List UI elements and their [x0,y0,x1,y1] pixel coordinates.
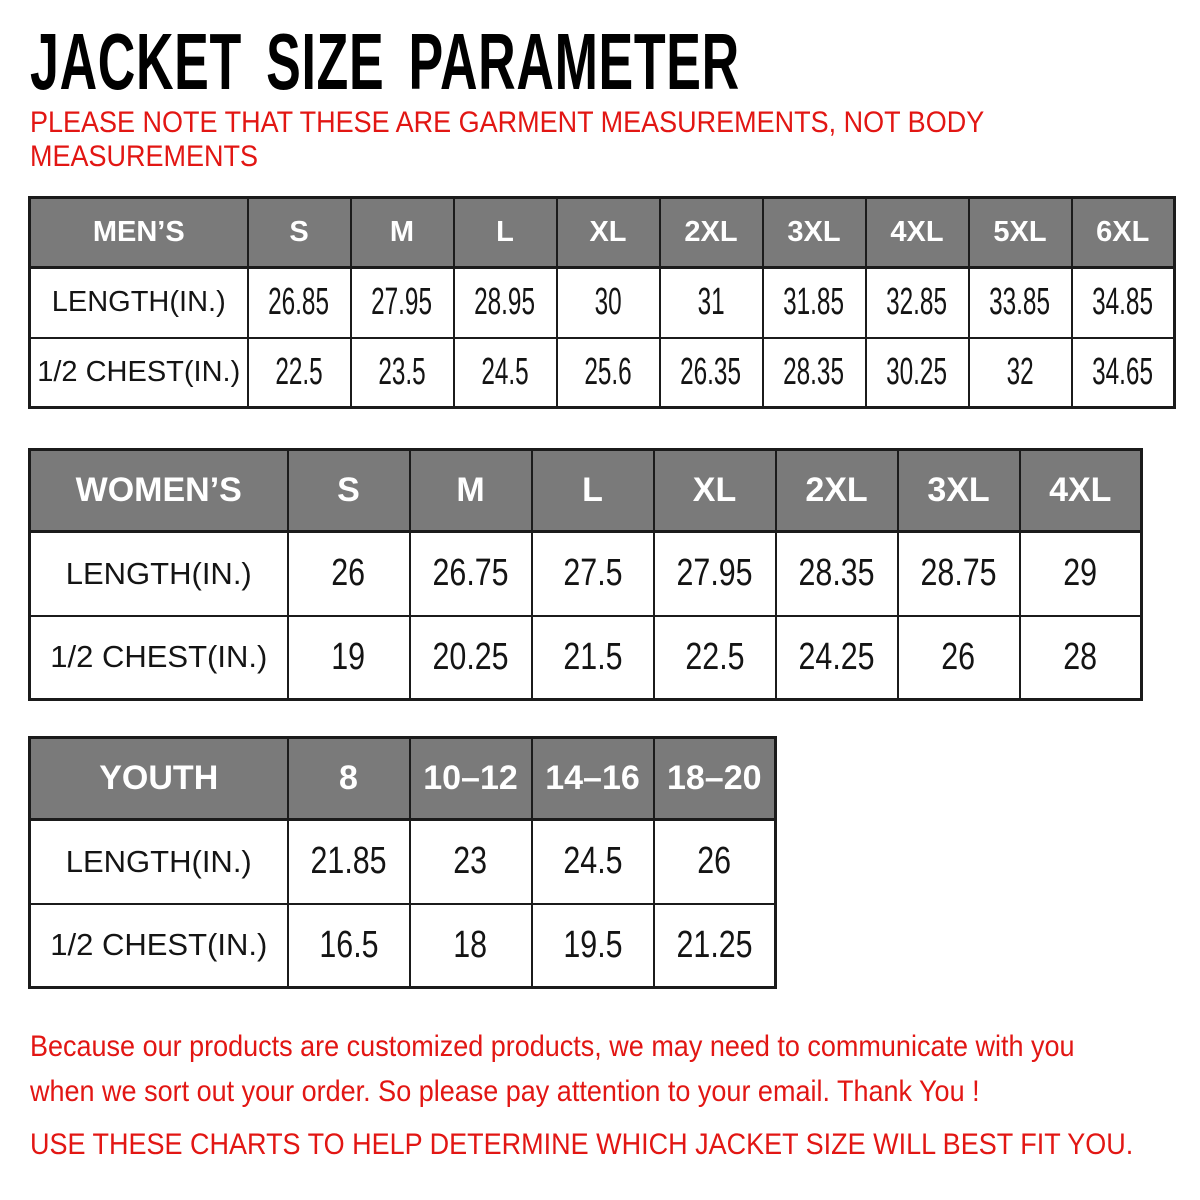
mens-value: 30 [594,281,622,324]
womens-value-cell [410,616,532,700]
mens-value: 34.65 [1092,350,1154,393]
mens-size-header-cell [248,198,351,268]
mens-row-label: LENGTH(IN.) [51,286,226,319]
womens-value: 26 [941,635,976,678]
mens-value-cell [763,338,866,408]
mens-group-header-cell [30,198,248,268]
womens-size-label: L [582,471,603,509]
womens-value: 26.75 [432,552,509,595]
womens-size-table [28,448,1143,701]
mens-value: 32.85 [886,281,948,324]
womens-value: 20.25 [432,635,509,678]
womens-size-header-cell [654,450,776,532]
youth-size-label: 14–16 [545,759,640,797]
womens-header-row [30,450,1142,532]
mens-size-label: 3XL [787,216,841,248]
mens-value: 28.95 [474,281,536,324]
page-title: JACKET SIZE PARAMETER [30,17,740,106]
womens-value: 22.5 [684,635,745,678]
mens-value-cell [557,268,660,338]
mens-value: 33.85 [989,281,1051,324]
womens-row-label: 1/2 CHEST(IN.) [50,639,268,675]
mens-value-cell [351,338,454,408]
womens-value-cell [288,532,410,616]
womens-row-label-cell [30,616,288,700]
mens-value: 32 [1006,350,1034,393]
mens-data-row [30,338,1175,408]
womens-size-label: 4XL [1049,471,1112,509]
mens-size-label: XL [589,216,627,248]
subtitle-note [30,106,1090,174]
youth-value-cell [532,820,654,904]
mens-size-table [28,196,1176,409]
womens-data-row [30,616,1142,700]
womens-value-cell [654,616,776,700]
womens-value: 28.75 [920,552,997,595]
womens-value-cell [532,616,654,700]
womens-value: 21.5 [562,635,623,678]
womens-value: 29 [1063,552,1098,595]
mens-size-label: 2XL [684,216,738,248]
mens-size-header-cell [763,198,866,268]
mens-size-header-cell [454,198,557,268]
mens-value: 24.5 [481,350,529,393]
youth-size-header-cell [410,738,532,820]
womens-value: 27.95 [676,552,753,595]
youth-group-label: YOUTH [99,759,219,797]
footer-note [30,1030,1191,1120]
womens-value: 27.5 [562,552,623,595]
youth-value-cell [410,820,532,904]
womens-group-header-cell [30,450,288,532]
subtitle-note-line: MEASUREMENTS [30,140,259,173]
mens-size-header-cell [557,198,660,268]
mens-header-row [30,198,1175,268]
youth-value: 26 [697,840,732,883]
youth-size-header-cell [532,738,654,820]
youth-group-header-cell [30,738,288,820]
mens-value-cell [866,338,969,408]
youth-value-cell [288,820,410,904]
womens-value-cell [1020,532,1142,616]
womens-value-cell [776,616,898,700]
mens-value-cell [969,268,1072,338]
youth-value: 21.85 [310,840,387,883]
mens-value-cell [660,338,763,408]
womens-size-label: 3XL [927,471,990,509]
womens-size-label: M [456,471,485,509]
womens-value-cell [776,532,898,616]
mens-value: 30.25 [886,350,948,393]
youth-row-label: LENGTH(IN.) [65,843,252,879]
womens-value: 26 [331,552,366,595]
footer-advice-text: USE THESE CHARTS TO HELP DETERMINE WHICH JACKET SIZE WILL BEST FIT YOU. [30,1128,1134,1161]
mens-value: 27.95 [371,281,433,324]
mens-size-header-cell [969,198,1072,268]
mens-value-cell [557,338,660,408]
youth-value: 16.5 [318,923,379,966]
womens-size-header-cell [288,450,410,532]
womens-size-label: XL [692,471,737,509]
youth-data-row [30,820,776,904]
youth-size-label: 8 [339,759,358,797]
youth-value-cell [532,904,654,988]
mens-size-header-cell [660,198,763,268]
womens-row-label-cell [30,532,288,616]
youth-row-label-cell [30,820,288,904]
womens-value-cell [654,532,776,616]
mens-value: 31.85 [783,281,845,324]
womens-size-header-cell [898,450,1020,532]
footer-note-line: when we sort out your order. So please pay attention to your email. Thank You ! [30,1075,980,1108]
womens-value: 28 [1063,635,1098,678]
womens-row-label: LENGTH(IN.) [65,555,252,591]
mens-value-cell [454,268,557,338]
youth-value: 23 [453,840,488,883]
womens-size-header-cell [1020,450,1142,532]
mens-row-label: 1/2 CHEST(IN.) [37,355,241,388]
mens-value-cell [351,268,454,338]
mens-size-header-cell [1072,198,1175,268]
womens-size-header-cell [532,450,654,532]
mens-size-header-cell [351,198,454,268]
mens-value-cell [969,338,1072,408]
mens-value-cell [248,268,351,338]
mens-value-cell [1072,268,1175,338]
mens-row-label-cell [30,338,248,408]
womens-size-header-cell [410,450,532,532]
youth-data-row [30,904,776,988]
title-wrap [30,17,1122,106]
youth-size-label: 10–12 [423,759,518,797]
youth-row-label-cell [30,904,288,988]
mens-value-cell [866,268,969,338]
mens-value: 23.5 [378,350,426,393]
youth-value-cell [288,904,410,988]
youth-size-label: 18–20 [666,759,762,797]
mens-value-cell [248,338,351,408]
womens-group-label: WOMEN’S [75,471,242,509]
mens-size-label: M [389,216,415,248]
womens-value-cell [898,532,1020,616]
mens-row-label-cell [30,268,248,338]
mens-value-cell [454,338,557,408]
mens-value: 28.35 [783,350,845,393]
mens-value: 31 [697,281,725,324]
youth-value: 19.5 [562,923,623,966]
mens-size-label: L [496,216,514,248]
mens-size-label: 5XL [993,216,1047,248]
womens-value-cell [1020,616,1142,700]
youth-value-cell [654,904,776,988]
mens-size-header-cell [866,198,969,268]
youth-value: 21.25 [676,923,753,966]
womens-value: 19 [331,635,366,678]
womens-value: 28.35 [798,552,875,595]
youth-value: 18 [453,923,488,966]
youth-row-label: 1/2 CHEST(IN.) [50,927,268,963]
womens-size-label: 2XL [805,471,868,509]
womens-size-header-cell [776,450,898,532]
mens-value: 26.85 [268,281,330,324]
footer-advice [30,1128,1200,1162]
youth-header-row [30,738,776,820]
youth-size-header-cell [288,738,410,820]
youth-size-header-cell [654,738,776,820]
youth-size-table [28,736,777,989]
subtitle-note-line: PLEASE NOTE THAT THESE ARE GARMENT MEASUREMENTS, NOT BODY [30,106,985,139]
mens-value-cell [660,268,763,338]
mens-size-label: 6XL [1096,216,1150,248]
mens-value-cell [1072,338,1175,408]
mens-value: 25.6 [584,350,632,393]
mens-data-row [30,268,1175,338]
womens-data-row [30,532,1142,616]
womens-value: 24.25 [798,635,875,678]
mens-group-label: MEN’S [92,216,185,248]
womens-size-label: S [337,471,360,509]
youth-value-cell [410,904,532,988]
mens-size-label: 4XL [890,216,944,248]
footer-note-line: Because our products are customized products, we may need to communicate with you [30,1030,1075,1063]
youth-value: 24.5 [562,840,623,883]
womens-value-cell [410,532,532,616]
womens-value-cell [898,616,1020,700]
mens-value: 22.5 [275,350,323,393]
womens-value-cell [288,616,410,700]
mens-size-label: S [289,216,309,248]
mens-value: 34.85 [1092,281,1154,324]
youth-value-cell [654,820,776,904]
mens-value-cell [763,268,866,338]
womens-value-cell [532,532,654,616]
mens-value: 26.35 [680,350,742,393]
